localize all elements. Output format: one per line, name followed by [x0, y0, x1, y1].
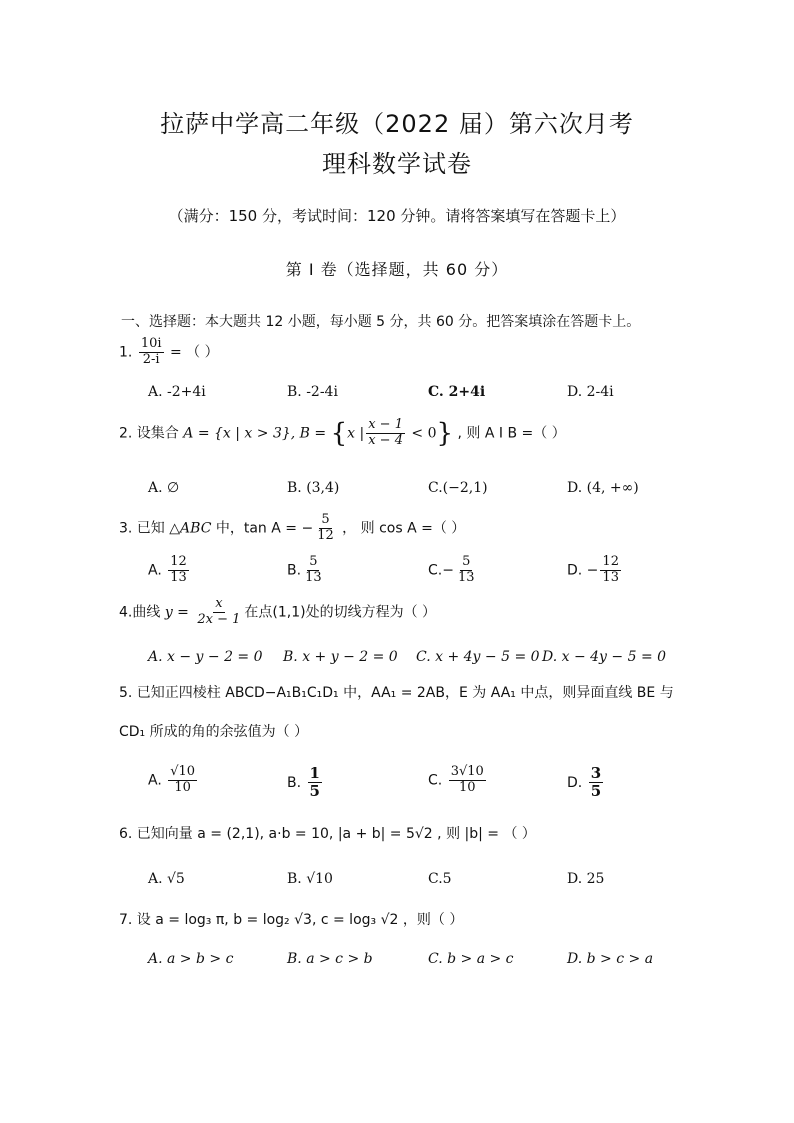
option-a: A. x − y − 2 = 0	[148, 649, 263, 665]
question-2: 2. 设集合 A = {x | x > 3}, B = {x | $\frac{x - 1}{x - 4}$ < 0} , 则 A I B =（ ）	[119, 417, 566, 449]
option-b: B. x + y − 2 = 0	[283, 649, 398, 665]
option-b: B. -2-4i	[287, 384, 338, 400]
question-number: 5.	[119, 685, 133, 701]
option-d: D. 25	[567, 871, 605, 887]
option-c: C. 2+4i	[428, 384, 486, 400]
option-a: A. a > b > c	[148, 951, 234, 967]
section-title: 第 I 卷（选择题，共 60 分）	[285, 260, 509, 279]
option-b: B. $\frac{5}{13}$	[287, 554, 322, 585]
option-d: D. (4, +∞)	[567, 480, 639, 496]
section-instructions: 一、选择题：本大题共 12 小题，每小题 5 分，共 60 分。把答案填涂在答题卡上。	[121, 314, 641, 330]
fraction: $\frac{x}{2x - 1}$	[197, 596, 241, 627]
option-a: A. √5	[148, 871, 185, 887]
option-c: C.− $\frac{5}{13}$	[428, 554, 475, 585]
question-number: 2.	[119, 425, 133, 442]
fraction: $\frac{5}{12}$	[317, 512, 334, 543]
fraction: $\frac{x - 1}{x - 4}$	[368, 417, 403, 448]
option-a: A. ∅	[148, 480, 180, 496]
option-d: D. x − 4y − 5 = 0	[542, 649, 667, 665]
option-c: C. b > a > c	[428, 951, 514, 967]
question-number: 7.	[119, 912, 133, 928]
option-a: A. $\frac{12}{13}$	[148, 554, 187, 585]
option-d: D. − $\frac{12}{13}$	[567, 554, 619, 585]
option-b: B. a > c > b	[287, 951, 373, 967]
option-c: C. $\frac{3√10}{10}$	[428, 764, 484, 795]
question-5: 5. 已知正四棱柱 ABCD−A₁B₁C₁D₁ 中，AA₁ = 2AB，E 为 AA₁ 中点，则异面直线 BE 与	[119, 685, 674, 701]
question-number: 6.	[119, 826, 133, 842]
question-number: 4.	[119, 604, 133, 621]
option-b: B. $\frac{1}{5}$	[287, 764, 320, 801]
option-b: B. √10	[287, 871, 333, 887]
option-d: D. b > c > a	[567, 951, 654, 967]
fraction: $\frac{10i}{2-i}$	[140, 336, 162, 367]
option-d: D. $\frac{3}{5}$	[567, 764, 602, 801]
option-d: D. 2-4i	[567, 384, 614, 400]
exam-note: （满分：150 分，考试时间：120 分钟。请将答案填写在答题卡上）	[168, 207, 626, 225]
option-c: C.5	[428, 871, 452, 887]
exam-title: 拉萨中学高二年级（2022 届）第六次月考	[160, 110, 634, 138]
question-6: 6. 已知向量 a = (2,1), a·b = 10, |a + b| = 5√2 , 则 |b| = （ ）	[119, 826, 536, 842]
option-c: C. x + 4y − 5 = 0	[416, 649, 540, 665]
option-a: A. $\frac{√10}{10}$	[148, 764, 196, 795]
question-1: 1. $\frac{10i}{2-i}$ = （ ）	[119, 336, 219, 367]
question-5-line2: CD₁ 所成的角的余弦值为（ ）	[119, 724, 309, 740]
option-c: C.(−2,1)	[428, 480, 488, 496]
question-3: 3. 已知 △ABC 中，tan A = − $\frac{5}{12}$ ， 则 cos A =（ ）	[119, 512, 466, 543]
question-7: 7. 设 a = log₃ π, b = log₂ √3, c = log₃ √2 ，则（ ）	[119, 912, 464, 928]
option-b: B. (3,4)	[287, 480, 340, 496]
question-number: 1.	[119, 344, 133, 361]
option-a: A. -2+4i	[148, 384, 206, 400]
question-4: 4.曲线 y = $\frac{x}{2x - 1}$ 在点(1,1)处的切线方程为（ ）	[119, 596, 437, 627]
exam-subtitle: 理科数学试卷	[322, 150, 472, 178]
question-number: 3.	[119, 520, 133, 537]
